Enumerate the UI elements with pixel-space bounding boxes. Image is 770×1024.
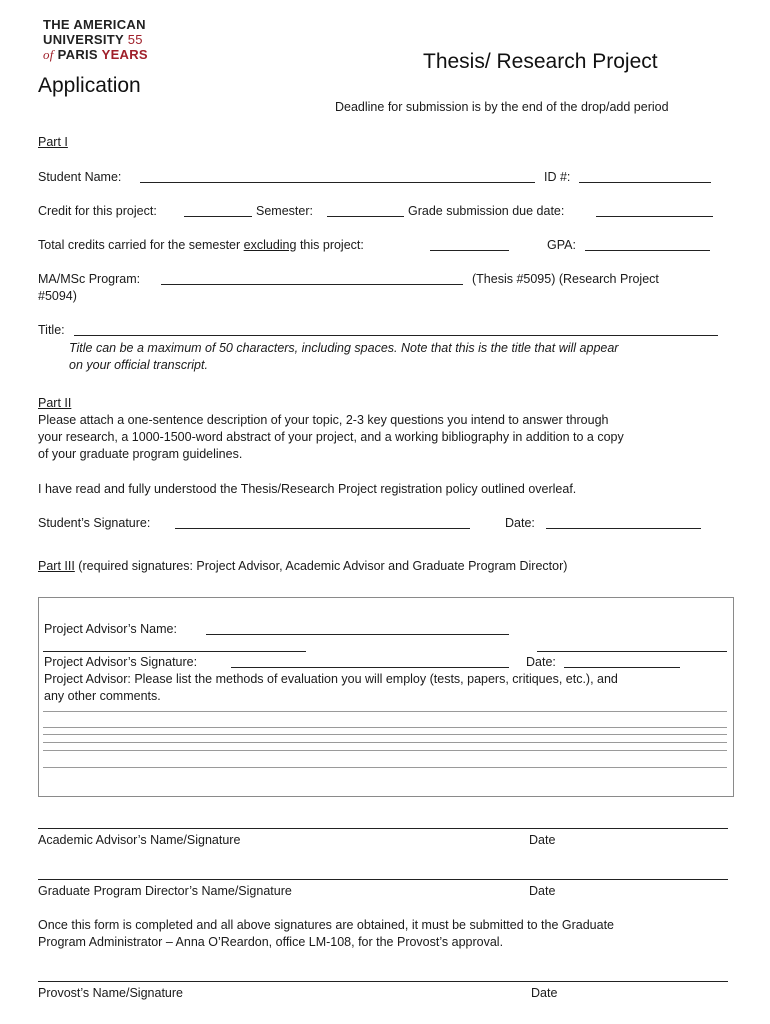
title-note-1: Title can be a maximum of 50 characters, including spaces. Note that this is the title that will appear bbox=[69, 341, 619, 355]
credit-label: Credit for this project: bbox=[38, 204, 157, 218]
advisor-date-label: Date: bbox=[526, 655, 556, 669]
id-field[interactable] bbox=[579, 182, 711, 183]
program-director-date-label: Date bbox=[529, 884, 556, 898]
part3-heading: Part III bbox=[38, 559, 75, 573]
student-name-label: Student Name: bbox=[38, 170, 122, 184]
form-title-application: Application bbox=[38, 74, 141, 97]
provost-label: Provost’s Name/Signature bbox=[38, 986, 183, 1000]
student-signature-field[interactable] bbox=[175, 528, 470, 529]
advisor-name-label: Project Advisor’s Name: bbox=[44, 622, 177, 636]
semester-label: Semester: bbox=[256, 204, 313, 218]
comments-line-5[interactable] bbox=[43, 750, 727, 751]
student-date-field[interactable] bbox=[546, 528, 701, 529]
student-date-label: Date: bbox=[505, 516, 535, 530]
title-label: Title: bbox=[38, 323, 65, 337]
title-field[interactable] bbox=[74, 335, 718, 336]
advisor-methods-2: any other comments. bbox=[44, 689, 161, 703]
advisor-signature-field[interactable] bbox=[231, 667, 509, 668]
part2-instructions-3: of your graduate program guidelines. bbox=[38, 447, 243, 461]
total-credits-field[interactable] bbox=[430, 250, 509, 251]
part2-instructions-1: Please attach a one-sentence description of your topic, 2-3 key questions you intend to answer through bbox=[38, 413, 609, 427]
logo-university: UNIVERSITY bbox=[43, 32, 124, 47]
advisor-blank-line-left bbox=[43, 651, 306, 652]
advisor-methods-1: Project Advisor: Please list the methods of evaluation you will employ (tests, papers, critiques, etc.), and bbox=[44, 672, 618, 686]
part2-instructions-2: your research, a 1000-1500-word abstract of your project, and a working bibliography in addition to a copy bbox=[38, 430, 624, 444]
comments-line-2[interactable] bbox=[43, 727, 727, 728]
academic-advisor-signature-line[interactable] bbox=[38, 828, 728, 829]
form-title: Thesis/ Research Project bbox=[423, 50, 658, 73]
academic-advisor-label: Academic Advisor’s Name/Signature bbox=[38, 833, 241, 847]
grade-due-field[interactable] bbox=[596, 216, 713, 217]
id-label: ID #: bbox=[544, 170, 571, 184]
logo-years: YEARS bbox=[101, 47, 148, 62]
provost-date-label: Date bbox=[531, 986, 558, 1000]
comments-line-6[interactable] bbox=[43, 767, 727, 768]
submission-note-2: Program Administrator – Anna O’Reardon, office LM-108, for the Provost’s approval. bbox=[38, 935, 504, 949]
program-label: MA/MSc Program: bbox=[38, 272, 141, 286]
student-name-field[interactable] bbox=[140, 182, 535, 183]
logo-of: of bbox=[43, 47, 54, 62]
semester-field[interactable] bbox=[327, 216, 404, 217]
submission-note-1: Once this form is completed and all above signatures are obtained, it must be submitted to the Graduate bbox=[38, 918, 615, 932]
university-logo bbox=[43, 17, 148, 64]
comments-line-4[interactable] bbox=[43, 742, 727, 743]
logo-paris: PARIS bbox=[57, 47, 98, 62]
program-director-signature-line[interactable] bbox=[38, 879, 728, 880]
logo-55: 55 bbox=[127, 32, 143, 47]
student-signature-label: Student’s Signature: bbox=[38, 516, 151, 530]
grade-due-label: Grade submission due date: bbox=[408, 204, 565, 218]
part3-note: (required signatures: Project Advisor, Academic Advisor and Graduate Program Director) bbox=[74, 559, 568, 573]
comments-line-3[interactable] bbox=[43, 734, 727, 735]
provost-signature-line[interactable] bbox=[38, 981, 728, 982]
advisor-signature-label: Project Advisor’s Signature: bbox=[44, 655, 198, 669]
part3-heading-line bbox=[38, 559, 567, 573]
comments-line-1[interactable] bbox=[43, 711, 727, 712]
logo-line-2 bbox=[43, 33, 143, 46]
total-credits-label: Total credits carried for the semester excluding this project: bbox=[38, 238, 364, 252]
advisor-blank-line-right bbox=[537, 651, 727, 652]
acknowledgement: I have read and fully understood the Thesis/Research Project registration policy outlined overleaf. bbox=[38, 482, 577, 496]
program-options: (Thesis #5095) (Research Project bbox=[472, 272, 659, 286]
academic-advisor-date-label: Date bbox=[529, 833, 556, 847]
gpa-field[interactable] bbox=[585, 250, 710, 251]
gpa-label: GPA: bbox=[547, 238, 576, 252]
title-note-2: on your official transcript. bbox=[69, 358, 208, 372]
advisor-name-field[interactable] bbox=[206, 634, 509, 635]
deadline-note: Deadline for submission is by the end of the drop/add period bbox=[335, 100, 669, 114]
program-director-label: Graduate Program Director’s Name/Signature bbox=[38, 884, 292, 898]
advisor-date-field[interactable] bbox=[564, 667, 680, 668]
part2-heading: Part II bbox=[38, 396, 72, 410]
credit-field[interactable] bbox=[184, 216, 252, 217]
program-field[interactable] bbox=[161, 284, 463, 285]
logo-line-3 bbox=[43, 48, 148, 61]
part1-heading: Part I bbox=[38, 135, 68, 149]
logo-line-1: THE AMERICAN bbox=[43, 17, 146, 32]
program-options-cont: #5094) bbox=[38, 289, 77, 303]
